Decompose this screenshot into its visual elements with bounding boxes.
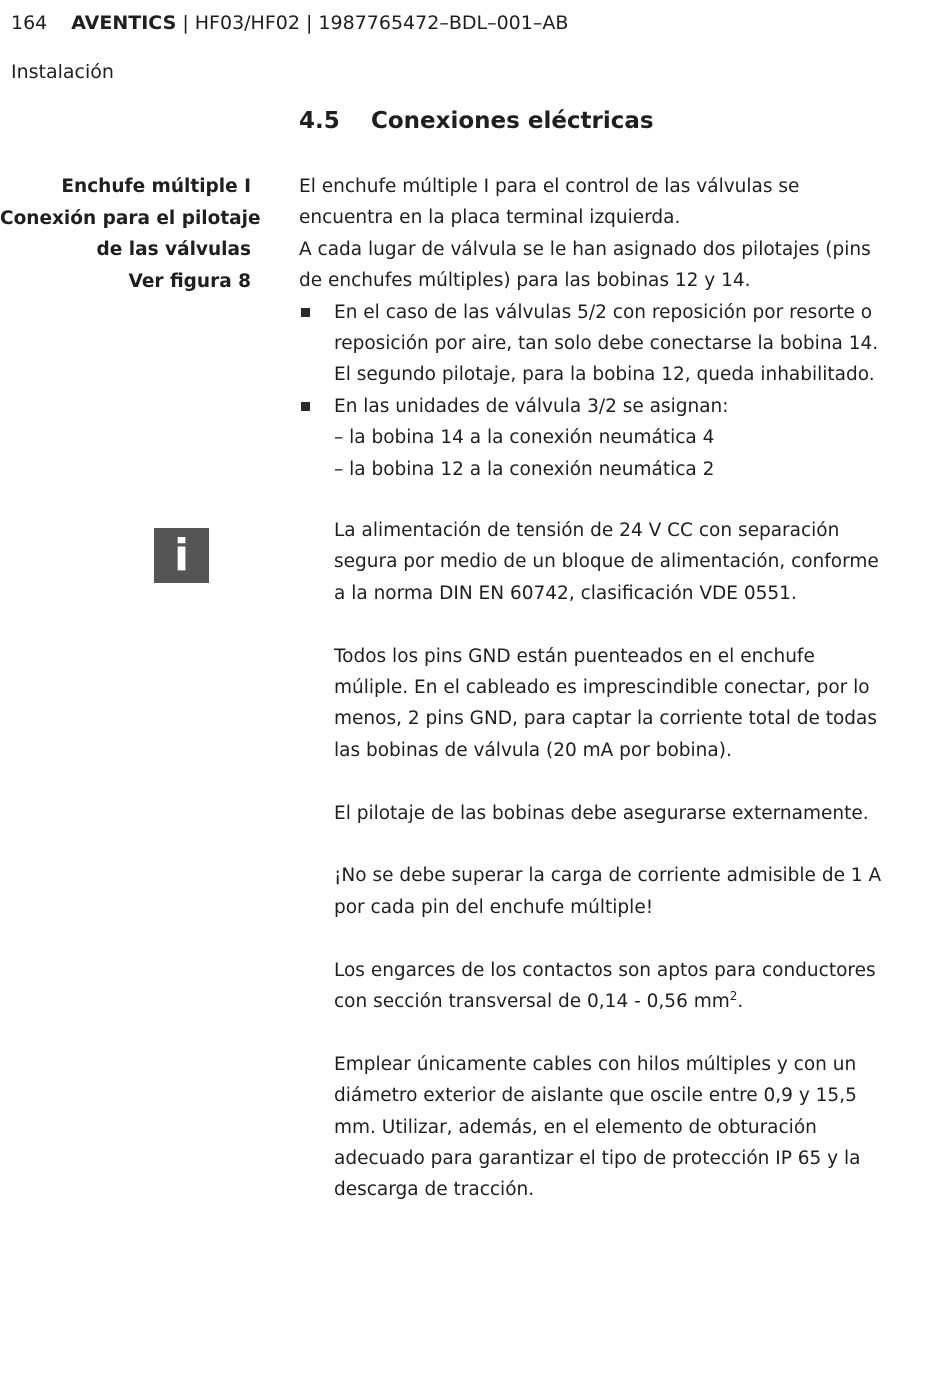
bullet-item: [299, 297, 889, 391]
margin-note: Enchufe múltiple I: [61, 176, 251, 197]
margin-note: de las válvulas: [96, 239, 251, 260]
section-heading: [299, 108, 654, 134]
section-label: Instalación: [11, 61, 114, 83]
info-notes: [334, 515, 894, 1237]
dash-item: – la bobina 14 a la conexión neumática 4: [334, 427, 715, 449]
document-reference: | HF03/HF02 | 1987765472–BDL–001–AB: [176, 12, 569, 34]
page-header: [11, 12, 568, 34]
bullet-square-icon: [301, 308, 310, 317]
dash-item: – la bobina 12 a la conexión neumática 2: [334, 458, 715, 480]
note-text: Los engarces de los contactos son aptos para conductores con sección transversal de 0,14 - 0,56 mm: [334, 959, 876, 1013]
note-paragraph: Todos los pins GND están puenteados en el enchufe múliple. En el cableado es imprescindible conectar, por lo menos, 2 pins GND, para captar la corriente total de todas las bobinas de válvula (20 mA por bobina).: [334, 645, 878, 761]
bullet-text: En el caso de las válvulas 5/2 con reposición por resorte o reposición por aire, tan solo debe conectarse la bobina 14. El segundo pilotaje, para la bobina 12, queda inhabilitado.: [334, 301, 879, 386]
brand-name: AVENTICS: [71, 12, 177, 34]
main-text: [299, 171, 889, 485]
note-text-end: .: [737, 991, 744, 1013]
margin-note: Ver figura 8: [128, 270, 251, 292]
margin-note: Conexión para el pilotaje: [0, 207, 261, 229]
note-paragraph: ¡No se debe superar la carga de corriente admisible de 1 A por cada pin del enchufe múltiple!: [334, 865, 882, 918]
note-paragraph: Emplear únicamente cables con hilos múltiples y con un diámetro exterior de aislante que oscile entre 0,9 y 15,5 mm. Utilizar, además, en el elemento de obturación adecuado para garantizar el tipo de protección IP 65 y la descarga de tracción.: [334, 1053, 861, 1201]
heading-number: 4.5: [299, 108, 340, 134]
heading-title: Conexiones eléctricas: [371, 108, 654, 134]
paragraph: A cada lugar de válvula se le han asignado dos pilotajes (pins de enchufes múltiples) para las bobinas 12 y 14.: [299, 238, 871, 292]
paragraph: El enchufe múltiple I para el control de las válvulas se encuentra en la placa terminal izquierda.: [299, 176, 800, 229]
note-paragraph: [334, 955, 894, 1018]
note-paragraph: La alimentación de tensión de 24 V CC con separación segura por medio de un bloque de alimentación, conforme a la norma DIN EN 60742, clasificación VDE 0551.: [334, 520, 879, 604]
info-icon: i: [154, 528, 209, 583]
superscript: 2: [729, 989, 738, 1004]
page-number: 164: [11, 12, 48, 34]
bullet-item: [299, 391, 889, 422]
bullet-square-icon: [301, 402, 310, 411]
margin-notes: [0, 171, 261, 297]
bullet-text: En las unidades de válvula 3/2 se asignan:: [334, 395, 729, 417]
note-paragraph: El pilotaje de las bobinas debe asegurarse externamente.: [334, 802, 869, 824]
